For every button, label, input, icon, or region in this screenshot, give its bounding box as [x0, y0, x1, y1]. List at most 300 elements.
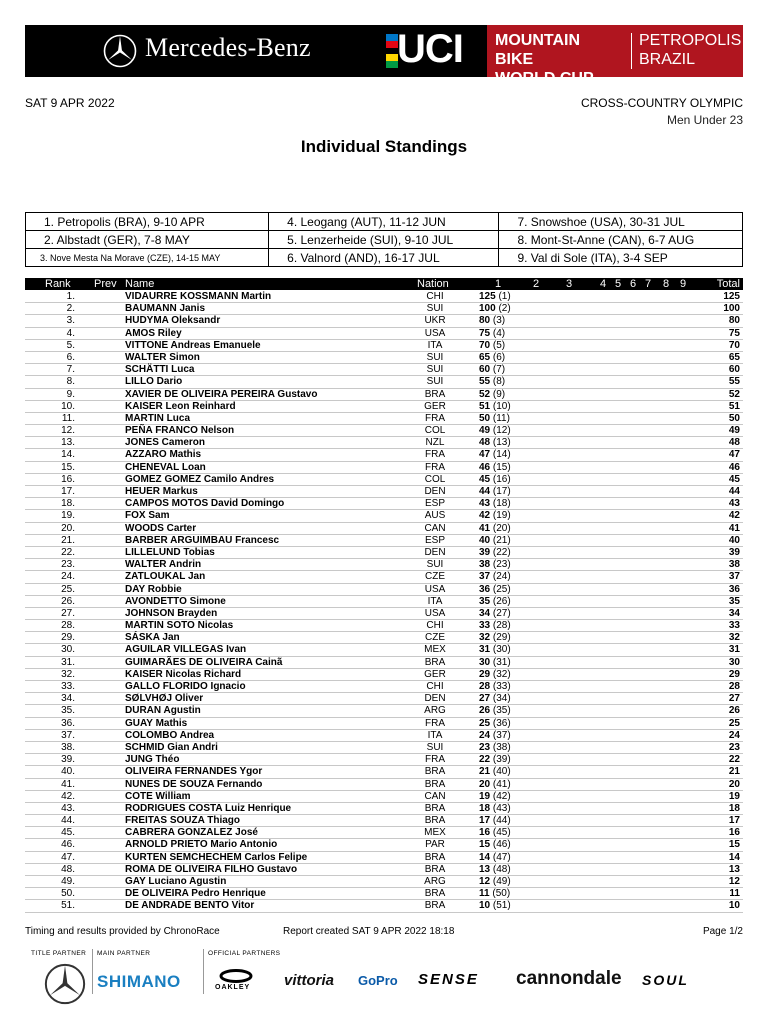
table-row: [25, 815, 743, 827]
points-value: 80: [479, 315, 491, 327]
total-cell: 37: [728, 571, 740, 583]
table-row: [25, 328, 743, 340]
series-line-1: MOUNTAIN BIKE: [495, 32, 581, 68]
table-row: [25, 547, 743, 559]
col-round-5: 5: [615, 278, 622, 290]
total-cell: 23: [728, 741, 740, 753]
nation-cell: SUI: [426, 559, 444, 571]
nation-cell: ITA: [427, 339, 443, 351]
table-row: [25, 632, 743, 644]
total-cell: 27: [728, 693, 740, 705]
race-cell: 2. Albstadt (GER), 7-8 MAY: [26, 231, 269, 249]
round-position: (18): [492, 498, 511, 510]
round-1-points-cell: [479, 449, 511, 461]
nation-cell: DEN: [424, 546, 446, 558]
race-cell: 9. Val di Sole (ITA), 3-4 SEP: [499, 249, 743, 267]
round-position: (40): [492, 766, 511, 778]
round-position: (15): [492, 461, 511, 473]
total-cell: 80: [728, 315, 740, 327]
total-cell: 34: [728, 607, 740, 619]
rank-cell: 37.: [61, 729, 75, 741]
rider-name-cell: CAMPOS MOTOS David Domingo: [125, 498, 285, 510]
title-partner-label: TITLE PARTNER: [31, 950, 87, 957]
round-position: (31): [492, 656, 511, 668]
main-partner-label: MAIN PARTNER: [97, 950, 151, 957]
points-value: 21: [479, 766, 491, 778]
table-row: [25, 571, 743, 583]
nation-cell: ITA: [427, 595, 443, 607]
rank-cell: 51.: [61, 900, 75, 912]
nation-cell: ITA: [427, 729, 443, 741]
rank-cell: 25.: [61, 583, 75, 595]
rank-cell: 12.: [61, 425, 75, 437]
points-value: 26: [479, 705, 491, 717]
table-row: [25, 888, 743, 900]
table-row: [25, 608, 743, 620]
rider-name-cell: MARTIN SOTO Nicolas: [125, 620, 234, 632]
points-value: 37: [479, 571, 491, 583]
round-position: (27): [492, 607, 511, 619]
round-1-points-cell: [479, 376, 505, 388]
col-round-7: 7: [645, 278, 652, 290]
rank-cell: 21.: [61, 534, 75, 546]
rider-name-cell: ARNOLD PRIETO Mario Antonio: [125, 839, 278, 851]
venue-city: PETROPOLIS: [639, 32, 742, 49]
event-date: SAT 9 APR 2022: [25, 96, 115, 110]
total-cell: 50: [728, 412, 740, 424]
table-row: [25, 474, 743, 486]
points-value: 18: [479, 802, 491, 814]
rider-name-cell: WALTER Andrin: [125, 559, 202, 571]
points-value: 10: [479, 900, 491, 912]
nation-cell: FRA: [425, 412, 445, 424]
nation-cell: CHI: [426, 291, 444, 302]
col-round-8: 8: [663, 278, 670, 290]
rider-name-cell: SÁSKA Jan: [125, 632, 180, 644]
rank-cell: 38.: [61, 741, 75, 753]
race-calendar-table: [25, 212, 743, 267]
rider-name-cell: WOODS Carter: [125, 522, 197, 534]
table-row: [25, 291, 743, 303]
timing-credit: Timing and results provided by ChronoRace: [25, 926, 220, 937]
total-cell: 75: [728, 327, 740, 339]
total-cell: 41: [728, 522, 740, 534]
round-position: (16): [492, 473, 511, 485]
race-calendar-row: [26, 249, 743, 267]
nation-cell: NZL: [425, 437, 445, 449]
shimano-logo: SHIMANO: [97, 972, 181, 991]
page-title: Individual Standings: [300, 137, 468, 156]
table-row: [25, 864, 743, 876]
round-position: (20): [492, 522, 511, 534]
rank-cell: 42.: [61, 790, 75, 802]
rider-name-cell: WALTER Simon: [125, 351, 200, 363]
nation-cell: USA: [424, 607, 446, 619]
round-position: (47): [492, 851, 511, 863]
rider-name-cell: AVONDETTO Simone: [125, 595, 226, 607]
total-cell: 11: [729, 888, 740, 900]
nation-cell: SUI: [426, 351, 444, 363]
points-value: 15: [479, 839, 491, 851]
rider-name-cell: GOMEZ GOMEZ Camilo Andres: [125, 473, 275, 485]
rank-cell: 32.: [61, 668, 75, 680]
rider-name-cell: NUNES DE SOUZA Fernando: [125, 778, 263, 790]
round-1-points-cell: [479, 498, 511, 510]
round-1-points-cell: [479, 596, 511, 608]
race-cell: 3. Nove Mesta Na Morave (CZE), 14-15 MAY: [26, 249, 269, 267]
table-row: [25, 523, 743, 535]
round-position: (22): [492, 546, 511, 558]
rank-cell: 1.: [66, 291, 75, 302]
table-row: [25, 303, 743, 315]
nation-cell: BRA: [424, 766, 446, 778]
round-position: (37): [492, 729, 511, 741]
points-value: 44: [479, 486, 491, 497]
nation-cell: ARG: [424, 705, 446, 717]
rank-cell: 13.: [61, 437, 75, 449]
rank-cell: 31.: [61, 656, 75, 668]
points-value: 30: [479, 656, 491, 668]
round-1-points-cell: [479, 803, 511, 815]
points-value: 125: [479, 291, 496, 302]
total-cell: 48: [728, 437, 740, 449]
nation-cell: COL: [424, 425, 446, 437]
round-1-points-cell: [479, 839, 511, 851]
total-cell: 26: [728, 705, 740, 717]
round-position: (2): [498, 303, 511, 315]
points-value: 41: [479, 522, 491, 534]
rider-name-cell: HEUER Markus: [125, 486, 198, 497]
round-1-points-cell: [479, 315, 505, 327]
round-1-points-cell: [479, 474, 511, 486]
rank-cell: 4.: [66, 327, 75, 339]
total-cell: 21: [728, 766, 740, 778]
total-cell: 30: [728, 656, 740, 668]
points-value: 75: [479, 327, 491, 339]
rider-name-cell: XAVIER DE OLIVEIRA PEREIRA Gustavo: [125, 388, 318, 400]
col-round-1: 1: [495, 278, 502, 290]
table-row: [25, 681, 743, 693]
page-number: Page 1/2: [702, 926, 743, 937]
rank-cell: 29.: [61, 632, 75, 644]
rank-cell: 40.: [61, 766, 75, 778]
total-cell: 100: [723, 303, 740, 315]
rider-name-cell: JUNG Théo: [125, 754, 180, 766]
round-position: (45): [492, 827, 511, 839]
table-row: [25, 559, 743, 571]
rider-name-cell: JONES Cameron: [125, 437, 206, 449]
rank-cell: 46.: [61, 839, 75, 851]
total-cell: 17: [728, 815, 740, 827]
nation-cell: BRA: [424, 778, 446, 790]
table-row: [25, 352, 743, 364]
series-line-2: WORLD CUP: [495, 70, 594, 87]
nation-cell: ESP: [424, 534, 445, 546]
rider-name-cell: JOHNSON Brayden: [125, 607, 218, 619]
col-total: Total: [716, 278, 740, 290]
nation-cell: CZE: [425, 571, 445, 583]
points-value: 24: [479, 729, 491, 741]
round-1-points-cell: [479, 864, 511, 876]
table-row: [25, 754, 743, 766]
table-row: [25, 510, 743, 522]
rider-name-cell: FOX Sam: [125, 510, 170, 522]
round-position: (6): [492, 351, 506, 363]
table-row: [25, 803, 743, 815]
nation-cell: BRA: [424, 802, 446, 814]
round-position: (50): [492, 888, 511, 900]
nation-cell: DEN: [424, 693, 446, 705]
round-1-points-cell: [479, 657, 511, 669]
round-1-points-cell: [479, 827, 511, 839]
rider-name-cell: CHENEVAL Loan: [125, 461, 206, 473]
round-1-points-cell: [479, 900, 511, 912]
rider-name-cell: FREITAS SOUZA Thiago: [125, 815, 240, 827]
partner-divider: [203, 949, 204, 994]
points-value: 40: [479, 534, 491, 546]
round-position: (21): [492, 534, 511, 546]
rider-name-cell: COTE William: [125, 790, 191, 802]
report-created: Report created SAT 9 APR 2022 18:18: [283, 926, 455, 937]
nation-cell: BRA: [424, 656, 446, 668]
sponsor-name: Mercedes-Benz: [145, 33, 311, 62]
round-position: (4): [492, 327, 506, 339]
round-position: (29): [492, 632, 511, 644]
rider-name-cell: ZATLOUKAL Jan: [125, 571, 206, 583]
round-1-points-cell: [479, 584, 511, 596]
total-cell: 47: [728, 449, 740, 461]
nation-cell: USA: [424, 583, 446, 595]
rider-name-cell: DURAN Agustin: [125, 705, 201, 717]
table-row: [25, 876, 743, 888]
table-row: [25, 900, 743, 912]
round-1-points-cell: [479, 766, 511, 778]
round-1-points-cell: [479, 888, 510, 900]
nation-cell: CAN: [424, 522, 446, 534]
rider-name-cell: LILLO Dario: [125, 376, 183, 388]
nation-cell: COL: [424, 473, 446, 485]
round-position: (38): [492, 741, 511, 753]
points-value: 49: [479, 425, 491, 437]
rank-cell: 23.: [61, 559, 75, 571]
nation-cell: AUS: [424, 510, 446, 522]
nation-cell: SUI: [426, 376, 444, 388]
rank-cell: 6.: [66, 351, 75, 363]
nation-cell: CHI: [426, 681, 444, 692]
points-value: 65: [479, 351, 491, 363]
standings-column-header: [25, 278, 743, 290]
col-name: Name: [125, 278, 155, 290]
round-1-points-cell: [479, 620, 511, 632]
total-cell: 70: [728, 339, 740, 351]
rider-name-cell: DAY Robbie: [125, 583, 182, 595]
points-value: 32: [479, 632, 491, 644]
round-position: (46): [492, 839, 511, 851]
round-position: (5): [492, 339, 506, 351]
points-value: 47: [479, 449, 491, 461]
total-cell: 29: [728, 668, 740, 680]
total-cell: 15: [728, 839, 740, 851]
total-cell: 49: [728, 425, 740, 437]
race-calendar-row: [26, 231, 743, 249]
rank-cell: 5.: [66, 339, 75, 351]
points-value: 70: [479, 339, 491, 351]
rank-cell: 41.: [61, 778, 75, 790]
nation-cell: MEX: [424, 644, 446, 656]
rider-name-cell: DE OLIVEIRA Pedro Henrique: [125, 888, 266, 900]
vittoria-logo: vittoria: [284, 972, 335, 989]
round-position: (26): [492, 595, 511, 607]
table-row: [25, 644, 743, 656]
rank-cell: 28.: [61, 620, 75, 632]
total-cell: 14: [728, 851, 740, 863]
nation-cell: BRA: [424, 888, 446, 900]
total-cell: 25: [728, 717, 740, 729]
table-row: [25, 669, 743, 681]
rider-name-cell: ROMA DE OLIVEIRA FILHO Gustavo: [125, 863, 298, 875]
total-cell: 35: [728, 595, 740, 607]
total-cell: 22: [728, 754, 740, 766]
round-position: (13): [492, 437, 511, 449]
points-value: 33: [479, 620, 491, 632]
nation-cell: BRA: [424, 851, 446, 863]
nation-cell: MEX: [424, 827, 446, 839]
rider-name-cell: RODRIGUES COSTA Luiz Henrique: [125, 802, 292, 814]
nation-cell: FRA: [425, 461, 445, 473]
points-value: 45: [479, 473, 491, 485]
rank-cell: 49.: [61, 876, 75, 887]
round-position: (49): [492, 876, 511, 887]
round-1-points-cell: [479, 693, 511, 705]
rank-cell: 9.: [66, 388, 75, 400]
points-value: 35: [479, 595, 491, 607]
total-cell: 36: [728, 583, 740, 595]
rider-name-cell: DE ANDRADE BENTO Vitor: [125, 900, 255, 912]
round-position: (51): [492, 900, 511, 912]
race-calendar-row: [26, 213, 743, 231]
round-1-points-cell: [479, 401, 511, 413]
gopro-logo: GoPro: [358, 973, 398, 988]
round-1-points-cell: [479, 718, 511, 730]
race-cell: 6. Valnord (AND), 16-17 JUL: [269, 249, 499, 267]
col-round-4: 4: [600, 278, 607, 290]
rank-cell: 27.: [61, 607, 75, 619]
points-value: 39: [479, 546, 491, 558]
round-position: (12): [492, 425, 511, 437]
rider-name-cell: KAISER Nicolas Richard: [125, 668, 242, 680]
world-cup-block: [487, 25, 743, 87]
table-row: [25, 401, 743, 413]
table-row: [25, 449, 743, 461]
rank-cell: 47.: [61, 851, 75, 863]
total-cell: 51: [728, 400, 740, 412]
points-value: 11: [479, 888, 490, 900]
table-row: [25, 596, 743, 608]
rank-cell: 50.: [61, 888, 75, 900]
rider-name-cell: BARBER ARGUIMBAU Francesc: [125, 534, 280, 546]
round-position: (17): [492, 486, 511, 497]
total-cell: 44: [728, 486, 740, 497]
round-position: (24): [492, 571, 511, 583]
rider-name-cell: SCHMID Gian Andri: [125, 741, 218, 753]
round-1-points-cell: [479, 632, 511, 644]
points-value: 46: [479, 461, 491, 473]
points-value: 31: [479, 644, 491, 656]
table-row: [25, 413, 743, 425]
total-cell: 40: [728, 534, 740, 546]
sense-logo: SENSE: [418, 971, 479, 988]
round-1-points-cell: [479, 681, 511, 693]
round-1-points-cell: [479, 437, 511, 449]
race-cell: 8. Mont-St-Anne (CAN), 6-7 AUG: [499, 231, 743, 249]
rank-cell: 34.: [61, 693, 75, 705]
rank-cell: 14.: [61, 449, 75, 461]
race-cell: 4. Leogang (AUT), 11-12 JUN: [269, 213, 499, 231]
round-position: (14): [492, 449, 511, 461]
total-cell: 24: [728, 729, 740, 741]
nation-cell: PAR: [425, 839, 445, 851]
round-position: (19): [492, 510, 511, 522]
points-value: 19: [479, 790, 491, 802]
rider-name-cell: OLIVEIRA FERNANDES Ygor: [125, 766, 263, 778]
round-position: (41): [492, 778, 511, 790]
race-cell: 1. Petropolis (BRA), 9-10 APR: [26, 213, 269, 231]
rider-name-cell: GUAY Mathis: [125, 717, 188, 729]
round-position: (30): [492, 644, 511, 656]
total-cell: 31: [728, 644, 740, 656]
rider-name-cell: SCHÄTTI Luca: [125, 364, 195, 376]
round-position: (42): [492, 790, 511, 802]
race-cell: 5. Lenzerheide (SUI), 9-10 JUL: [269, 231, 499, 249]
round-position: (23): [492, 559, 511, 571]
round-position: (10): [492, 400, 511, 412]
points-value: 52: [479, 388, 491, 400]
table-row: [25, 766, 743, 778]
total-cell: 125: [723, 291, 740, 302]
soul-logo: SOUL: [642, 972, 689, 988]
round-position: (36): [492, 717, 511, 729]
round-1-points-cell: [479, 644, 511, 656]
round-position: (8): [492, 376, 506, 388]
total-cell: 52: [728, 388, 740, 400]
col-round-2: 2: [533, 278, 540, 290]
nation-cell: DEN: [424, 486, 446, 497]
nation-cell: BRA: [424, 863, 446, 875]
round-1-points-cell: [479, 364, 505, 376]
round-1-points-cell: [479, 852, 511, 864]
rider-name-cell: VIDAURRE KOSSMANN Martin: [125, 291, 272, 302]
race-cell: 7. Snowshoe (USA), 30-31 JUL: [499, 213, 743, 231]
round-position: (43): [492, 802, 511, 814]
round-1-points-cell: [479, 486, 511, 498]
total-cell: 32: [728, 632, 740, 644]
rider-name-cell: COLOMBO Andrea: [125, 729, 215, 741]
divider: [631, 33, 632, 69]
rank-cell: 10.: [61, 400, 75, 412]
rider-name-cell: GAY Luciano Agustin: [125, 876, 227, 887]
rank-cell: 45.: [61, 827, 75, 839]
points-value: 27: [479, 693, 491, 705]
nation-cell: CZE: [425, 632, 445, 644]
round-position: (7): [492, 364, 506, 376]
round-1-points-cell: [479, 389, 505, 401]
nation-cell: CAN: [424, 790, 446, 802]
rank-cell: 20.: [61, 522, 75, 534]
table-row: [25, 779, 743, 791]
col-round-6: 6: [630, 278, 637, 290]
total-cell: 43: [728, 498, 740, 510]
official-partners-label: OFFICIAL PARTNERS: [208, 950, 281, 957]
